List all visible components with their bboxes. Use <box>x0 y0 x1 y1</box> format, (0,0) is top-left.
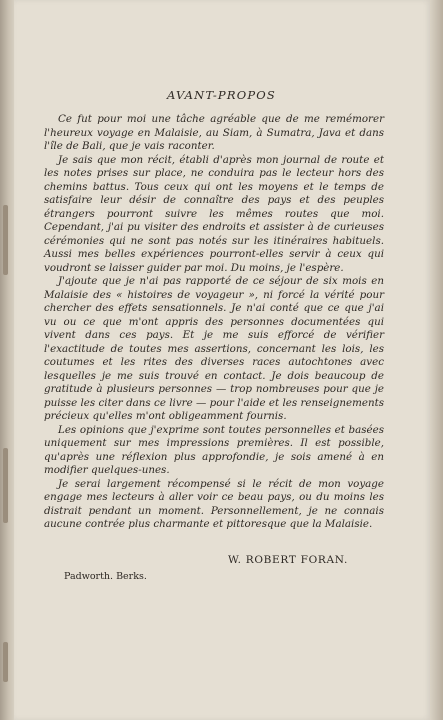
author-location: Padworth. Berks. <box>64 571 147 582</box>
author-signature: W. ROBERT FORAN. <box>228 554 349 566</box>
paragraph-3: J'ajoute que je n'ai pas rapporté de ce séjour de six mois en Malaisie des « histoires de voyageur », ni forcé la vérité pour chercher des effets sensationnels. Je n'ai conté que ce que j'ai vu ou ce que m'ont appris des personnes documentées qui vivent dans ces pays. Et je me suis efforcé de vérifier l'exactitude de toutes mes assertions, concernant les lois, les coutumes et les rites des diverses races autochtones avec lesquelles je me suis trouvé en contact. Je dois beaucoup de gratitude à plusieurs personnes — trop nombreuses pour que je puisse les citer dans ce livre — pour l'aide et les renseignements précieux qu'elles m'ont obligeamment fournis. <box>44 275 384 422</box>
page-right-edge <box>430 0 443 720</box>
page-title: AVANT-PROPOS <box>167 88 276 102</box>
preface-body <box>44 113 384 532</box>
paragraph-4: Les opinions que j'exprime sont toutes personnelles et basées uniquement sur mes impressions premières. Il est possible, qu'après une réflexion plus approfondie, je sois amené à en modifier quelques-unes. <box>44 423 384 476</box>
paragraph-1: Ce fut pour moi une tâche agréable que de me remémorer l'heureux voyage en Malaisie, au Siam, à Sumatra, Java et dans l'île de Bali, que je vais raconter. <box>44 113 384 152</box>
binding-thread <box>3 205 8 275</box>
paragraph-5: Je serai largement récompensé si le récit de mon voyage engage mes lecteurs à aller voir ce beau pays, ou du moins les distrait pendant un moment. Personnellement, je ne connais aucune contrée plus charmante et pittoresque que la Malaisie. <box>44 477 384 530</box>
binding-thread <box>3 642 8 682</box>
book-binding <box>0 0 14 720</box>
binding-thread <box>3 448 8 523</box>
paragraph-2: Je sais que mon récit, établi d'après mon journal de route et les notes prises sur place, ne conduira pas le lecteur hors des chemins battus. Tous ceux qui ont les moyens et le temps de satisfaire leur désir de connaître des pays et des peuples étrangers pourront suivre les mêmes routes que moi. Cependant, j'ai pu visiter des endroits et assister à de curieuses cérémonies qui ne sont pas notés sur les itinéraires habituels. Aussi mes belles expériences pourront-elles servir à ceux qui voudront se laisser guider par moi. Du moins, je l'espère. <box>44 153 384 274</box>
